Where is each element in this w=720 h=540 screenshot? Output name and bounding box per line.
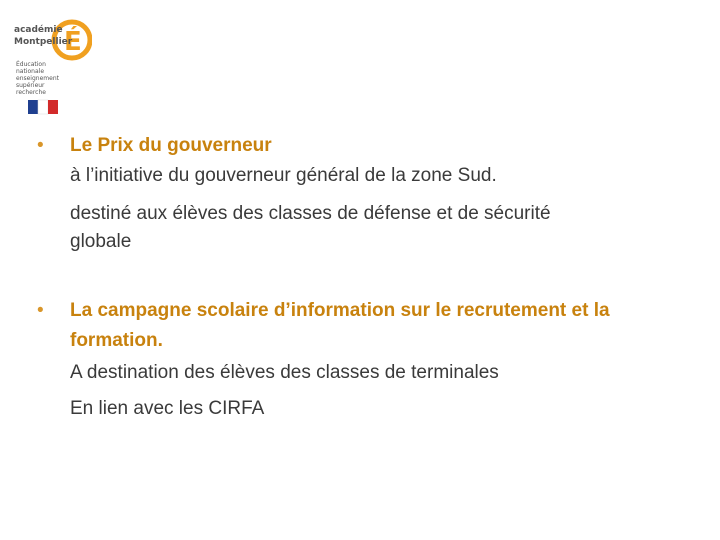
logo-letter: É <box>64 27 82 57</box>
bullet-line: globale <box>70 231 132 252</box>
logo-line1: académie <box>14 25 63 35</box>
bullet-line: destiné aux élèves des classes de défense et de sécurité <box>70 203 551 224</box>
logo-ministry-4: supérieur <box>16 82 45 89</box>
logo-ministry-3: enseignement <box>16 75 59 82</box>
bullet-line: En lien avec les CIRFA <box>70 398 265 419</box>
bullet-title-cont: formation. <box>70 330 163 351</box>
bullet-line: A destination des élèves des classes de terminales <box>70 362 499 383</box>
bullet-title: La campagne scolaire d’information sur le recrutement et la <box>70 300 610 321</box>
bullet-line: à l’initiative du gouverneur général de la zone Sud. <box>70 165 497 186</box>
bullet-icon: • <box>37 135 44 156</box>
bullet-icon: • <box>37 300 44 321</box>
logo-ministry-2: nationale <box>16 68 45 75</box>
logo-line2: Montpellier <box>14 37 73 47</box>
bullet-title: Le Prix du gouverneur <box>70 135 272 156</box>
logo-ministry-1: Éducation <box>16 61 46 68</box>
logo-ministry-5: recherche <box>16 89 46 96</box>
